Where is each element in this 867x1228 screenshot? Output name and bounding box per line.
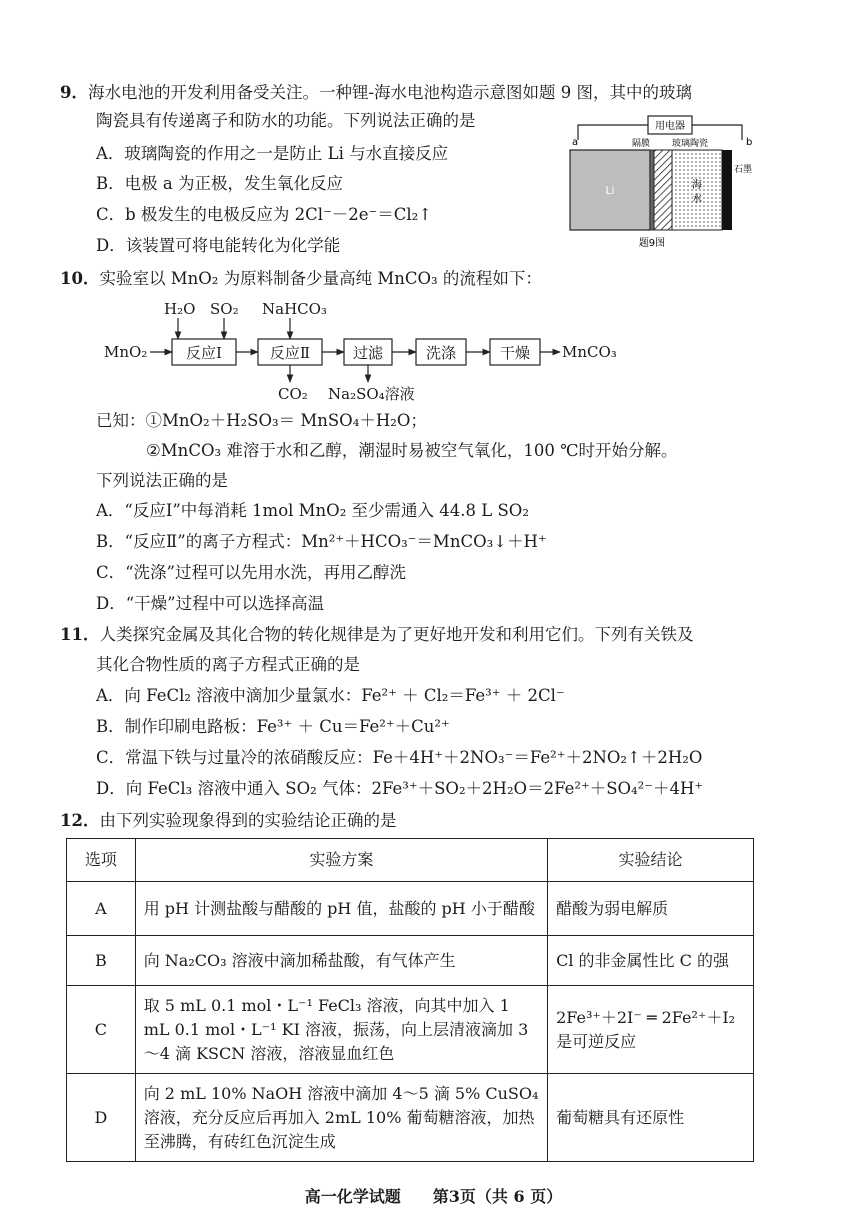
q11-option-d: D．向 FeCl₃ 溶液中通入 SO₂ 气体：2Fe³⁺＋SO₂＋2H₂O＝2Fe²⁺＋SO₄²⁻＋4H⁺ bbox=[96, 779, 704, 798]
q12-stem: 12．由下列实验现象得到的实验结论正确的是 bbox=[60, 811, 397, 830]
header-plan: 实验方案 bbox=[135, 839, 547, 882]
row-d-option: D bbox=[67, 1074, 136, 1162]
q10-option-a: A．“反应Ⅰ”中每消耗 1mol MnO₂ 至少需通入 44.8 L SO₂ bbox=[96, 501, 529, 520]
row-c-plan: 取 5 mL 0.1 mol・L⁻¹ FeCl₃ 溶液，向其中加入 1 mL 0.1 mol・L⁻¹ KI 溶液，振荡，向上层清液滴加 3～4 滴 KSCN 溶液，溶液显血红色 bbox=[135, 986, 547, 1074]
graphite-electrode bbox=[722, 150, 732, 230]
q9-option-d: D．该装置可将电能转化为化学能 bbox=[96, 236, 341, 255]
q11-stem-line2: 其化合物性质的离子方程式正确的是 bbox=[96, 655, 360, 674]
electrode-b-label: b bbox=[746, 137, 753, 148]
q10-known-2: ②MnCO₃ 难溶于水和乙醇，潮湿时易被空气氧化，100 ℃时开始分解。 bbox=[146, 441, 678, 460]
graphite-label: 石墨 bbox=[734, 165, 753, 175]
table-row bbox=[67, 1074, 754, 1162]
row-b-conclusion: Cl 的非金属性比 C 的强 bbox=[548, 936, 754, 986]
q9-option-b: B．电极 a 为正极，发生氧化反应 bbox=[96, 174, 343, 193]
flow-input-nahco3: NaHCO₃ bbox=[262, 300, 327, 318]
table-header-row bbox=[67, 839, 754, 882]
flow-label-reaction2: 反应Ⅱ bbox=[269, 344, 311, 362]
q10-option-b: B．“反应Ⅱ”的离子方程式：Mn²⁺＋HCO₃⁻＝MnCO₃↓＋H⁺ bbox=[96, 532, 547, 551]
q9-stem-line2: 陶瓷具有传递离子和防水的功能。下列说法正确的是 bbox=[96, 111, 476, 130]
ceramic-label: 玻璃陶瓷 bbox=[672, 139, 709, 149]
q9-stem-line1: 9．海水电池的开发利用备受关注。一种锂-海水电池构造示意图如题 9 图，其中的玻璃 bbox=[60, 83, 693, 102]
row-a-plan: 用 pH 计测盐酸与醋酸的 pH 值，盐酸的 pH 小于醋酸 bbox=[135, 882, 547, 936]
row-d-plan: 向 2 mL 10% NaOH 溶液中滴加 4～5 滴 5% CuSO₄ 溶液，充分反应后再加入 2mL 10% 葡萄糖溶液，加热至沸腾，有砖红色沉淀生成 bbox=[135, 1074, 547, 1162]
flow-input-mno2: MnO₂ bbox=[104, 343, 148, 361]
q9-option-a: A．玻璃陶瓷的作用之一是防止 Li 与水直接反应 bbox=[96, 144, 449, 163]
flow-label-wash: 洗涤 bbox=[425, 344, 457, 362]
q10-option-c: C．“洗涤”过程可以先用水洗，再用乙醇洗 bbox=[96, 563, 406, 582]
q11-option-a: A．向 FeCl₂ 溶液中滴加少量氯水：Fe²⁺ ＋ Cl₂＝Fe³⁺ ＋ 2Cl⁻ bbox=[96, 686, 565, 705]
table-row bbox=[67, 986, 754, 1074]
lithium-label: Li bbox=[605, 184, 615, 197]
header-conclusion: 实验结论 bbox=[548, 839, 754, 882]
q11-stem-line1: 11．人类探究金属及其化合物的转化规律是为了更好地开发和利用它们。下列有关铁及 bbox=[60, 625, 694, 644]
flow-input-so2: SO₂ bbox=[210, 300, 239, 318]
flow-label-filter: 过滤 bbox=[352, 344, 384, 362]
q10-ask: 下列说法正确的是 bbox=[96, 471, 228, 490]
q10-stem: 10．实验室以 MnO₂ 为原料制备少量高纯 MnCO₃ 的流程如下： bbox=[60, 269, 542, 288]
q12-number: 12． bbox=[60, 811, 100, 830]
q10-option-d: D．“干燥”过程中可以选择高温 bbox=[96, 594, 325, 613]
q11-option-b: B．制作印刷电路板：Fe³⁺ ＋ Cu＝Fe²⁺＋Cu²⁺ bbox=[96, 717, 450, 736]
flow-label-reaction1: 反应Ⅰ bbox=[186, 344, 222, 362]
battery-diagram bbox=[566, 112, 766, 252]
q11-number: 11． bbox=[60, 625, 100, 644]
membrane-label: 隔膜 bbox=[632, 139, 651, 149]
flow-label-dry: 干燥 bbox=[499, 344, 531, 362]
page-footer: 高一化学试题 第3页（共 6 页） bbox=[304, 1187, 563, 1206]
figure-caption: 题9图 bbox=[638, 238, 666, 249]
seawater-label-2: 水 bbox=[692, 194, 702, 205]
q9-number: 9． bbox=[60, 83, 88, 102]
q9-option-c: C．b 极发生的电极反应为 2Cl⁻－2e⁻＝Cl₂↑ bbox=[96, 205, 433, 224]
flowchart bbox=[100, 296, 660, 408]
q10-number: 10． bbox=[60, 269, 100, 288]
q11-option-c: C．常温下铁与过量冷的浓硝酸反应：Fe＋4H⁺＋2NO₃⁻＝Fe²⁺＋2NO₂↑＋2H₂O bbox=[96, 748, 703, 767]
row-c-option: C bbox=[67, 986, 136, 1074]
table-row bbox=[67, 936, 754, 986]
flow-output-mnco3: MnCO₃ bbox=[562, 343, 617, 361]
experiment-table bbox=[66, 838, 754, 1162]
appliance-label: 用电器 bbox=[655, 121, 685, 132]
electrode-a-label: a bbox=[572, 137, 579, 148]
flow-output-na2so4: Na₂SO₄溶液 bbox=[328, 385, 415, 403]
header-option: 选项 bbox=[67, 839, 136, 882]
glass-ceramic bbox=[654, 150, 672, 230]
row-a-conclusion: 醋酸为弱电解质 bbox=[548, 882, 754, 936]
q10-known-1: 已知：①MnO₂＋H₂SO₃＝ MnSO₄＋H₂O； bbox=[96, 411, 427, 430]
seawater-label-1: 海 bbox=[692, 180, 702, 191]
row-c-conclusion: 2Fe³⁺＋2I⁻ ═ 2Fe²⁺＋I₂ 是可逆反应 bbox=[548, 986, 754, 1074]
row-b-plan: 向 Na₂CO₃ 溶液中滴加稀盐酸，有气体产生 bbox=[135, 936, 547, 986]
row-a-option: A bbox=[67, 882, 136, 936]
row-d-conclusion: 葡萄糖具有还原性 bbox=[548, 1074, 754, 1162]
membrane bbox=[650, 150, 654, 230]
table-row bbox=[67, 882, 754, 936]
flow-output-co2: CO₂ bbox=[278, 385, 308, 403]
flow-input-h2o: H₂O bbox=[164, 300, 196, 318]
row-b-option: B bbox=[67, 936, 136, 986]
